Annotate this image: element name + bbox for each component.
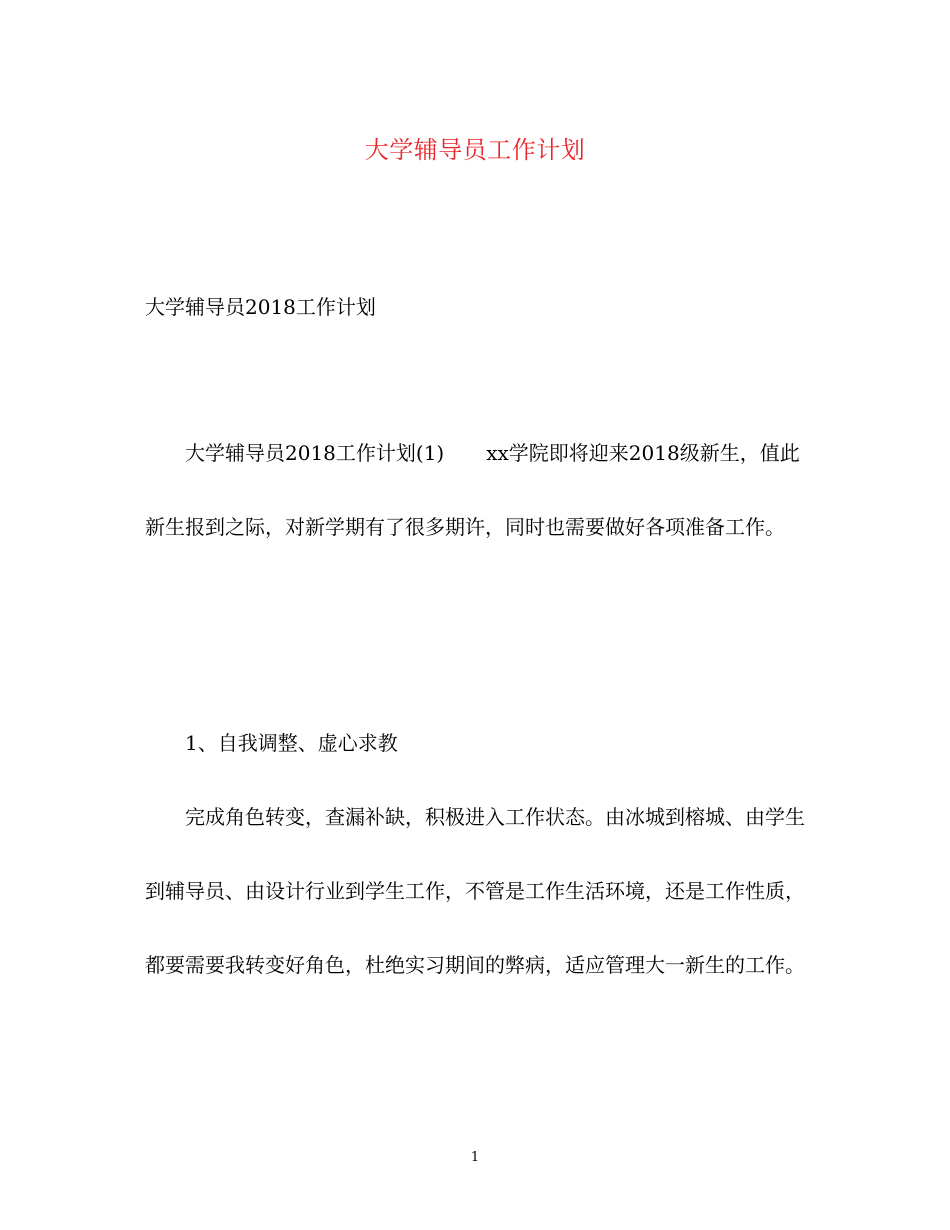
document-subtitle: 大学辅导员2018工作计划: [145, 295, 376, 319]
intro-text: xx学院即将迎来2018级新生，值此新生报到之际，对新学期有了很多期许，同时也需要做好各项准备工作。: [145, 441, 800, 539]
intro-plan-label: 大学辅导员2018工作计划(1): [185, 441, 445, 465]
section-1-heading: 1、自我调整、虚心求教: [185, 731, 398, 755]
section-1-body: 完成角色转变，查漏补缺，积极进入工作状态。由冰城到榕城、由学生到辅导员、由设计行业到学生工作，不管是工作生活环境，还是工作性质，都要需要我转变好角色，杜绝实习期间的弊病，适应管理大一新生的工作。: [145, 805, 805, 977]
document-title: 大学辅导员工作计划: [364, 136, 586, 164]
intro-paragraph: [145, 416, 805, 564]
page-number: 1: [470, 1150, 480, 1165]
